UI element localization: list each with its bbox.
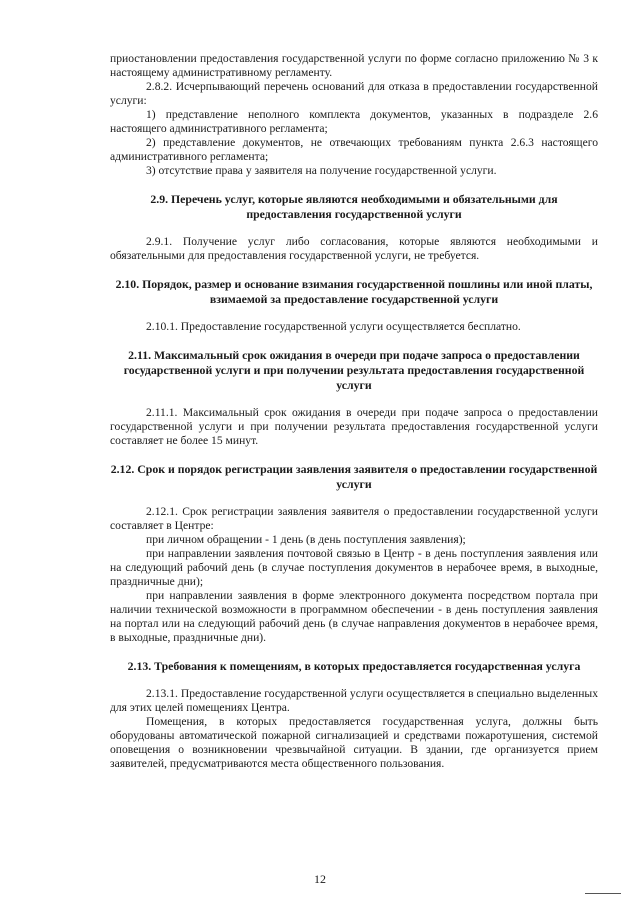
page-number: 12 — [314, 872, 326, 886]
list-item: 3) отсутствие права у заявителя на получение государственной услуги. — [146, 164, 497, 177]
footer-rule — [585, 893, 621, 894]
list-item: 2) представление документов, не отвечающих требованиям пункта 2.6.3 настоящего административного регламента; — [110, 136, 598, 163]
list-item: при направлении заявления почтовой связью в Центр - в день поступления заявления или на следующий рабочий день (в случае поступления документов в нерабочее время, в выходные, праздничные дни); — [110, 547, 598, 588]
heading-2-9: 2.9. Перечень услуг, которые являются необходимыми и обязательными для предоставления государственной услуги — [150, 192, 558, 221]
list-item: при личном обращении - 1 день (в день поступления заявления); — [146, 533, 466, 546]
paragraph-2-10-1: 2.10.1. Предоставление государственной услуги осуществляется бесплатно. — [146, 320, 521, 333]
paragraph-2-13-2: Помещения, в которых предоставляется государственная услуга, должны быть оборудованы автоматической пожарной сигнализацией и средствами пожаротушения, системой оповещения о возникновении чрезвычайной ситуации. В здании, где организуется прием заявителей, предусматриваются места общественного пользования. — [110, 715, 598, 770]
list-item: 1) представление неполного комплекта документов, указанных в подразделе 2.6 настоящего административного регламента; — [110, 108, 598, 135]
list-item: при направлении заявления в форме электронного документа посредством портала при наличии технической возможности в программном обеспечении - в день поступления заявления на портал или на следующий рабочий день (в случае направления документов в нерабочее время, в выходные, праздничные дни). — [110, 589, 598, 644]
heading-2-10: 2.10. Порядок, размер и основание взимания государственной пошлины или иной платы, взимаемой за предоставление государственной услуги — [115, 277, 593, 306]
heading-2-13: 2.13. Требования к помещениям, в которых предоставляется государственная услуга — [127, 659, 581, 673]
heading-2-12: 2.12. Срок и порядок регистрации заявления заявителя о предоставлении государственной услуги — [110, 462, 598, 491]
paragraph-2-9-1: 2.9.1. Получение услуг либо согласования, которые являются необходимыми и обязательными для предоставления государственной услуги, не требуется. — [110, 235, 598, 262]
heading-2-11: 2.11. Максимальный срок ожидания в очереди при подаче запроса о предоставлении государственной услуги и при получении результата предоставления государственной услуги — [123, 348, 585, 392]
paragraph-2-13-1: 2.13.1. Предоставление государственной услуги осуществляется в специально выделенных для этих целей помещениях Центра. — [110, 687, 598, 714]
paragraph-continuation: приостановлении предоставления государственной услуги по форме согласно приложению № 3 к настоящему административному регламенту. — [110, 52, 598, 79]
paragraph-2-8-2: 2.8.2. Исчерпывающий перечень оснований для отказа в предоставлении государственной услуги: — [110, 80, 598, 107]
paragraph-2-12-1: 2.12.1. Срок регистрации заявления заявителя о предоставлении государственной услуги составляет в Центре: — [110, 505, 598, 532]
paragraph-2-11-1: 2.11.1. Максимальный срок ожидания в очереди при подаче запроса о предоставлении государственной услуги и при получении результата предоставления государственной услуги составляет не более 15 минут. — [110, 406, 598, 447]
